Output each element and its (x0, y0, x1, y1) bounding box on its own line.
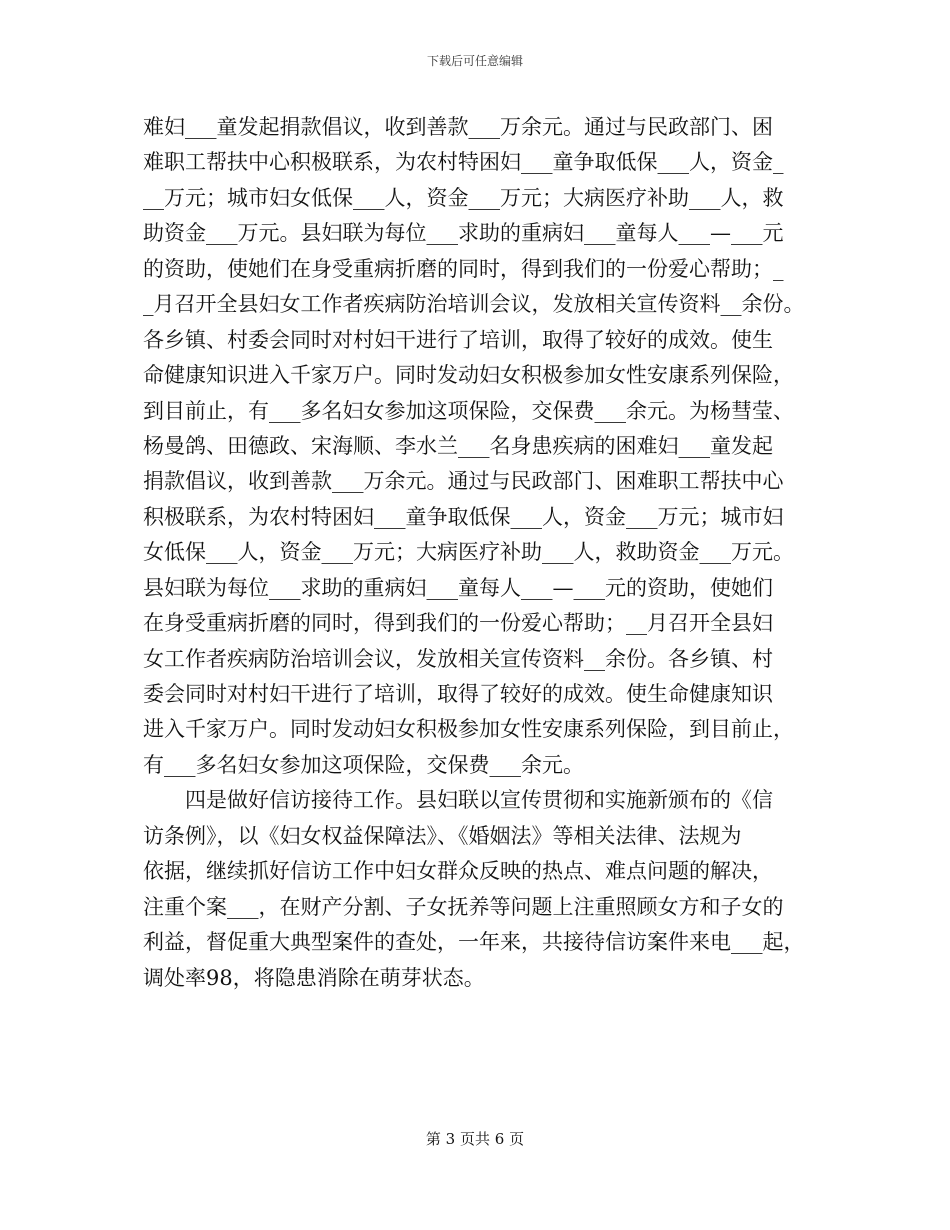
text-line: 利益，督促重大典型案件的查处，一年来，共接待信访案件来电___起， (143, 930, 805, 955)
text-line: 访条例》，以《妇女权益保障法》、《婚姻法》等相关法律、法规为 (143, 823, 742, 848)
page-footer: 第 3 页共 6 页 (425, 1130, 525, 1148)
text-line: 委会同时对村妇干进行了培训，取得了较好的成效。使生命健康知识 (143, 682, 773, 706)
document-body (143, 110, 823, 996)
text-line: 女低保___人，资金___万元；大病医疗补助___人，救助资金___万元。 (143, 540, 794, 565)
text-line: 县妇联为每位___求助的重病妇___童每人___—___元的资助，使她们 (143, 575, 773, 600)
text-line: 女工作者疾病防治培训会议，发放相关宣传资料__余份。各乡镇、村 (143, 646, 773, 671)
text-line: 难职工帮扶中心积极联系，为农村特困妇___童争取低保___人，资金_ (143, 150, 784, 175)
text-line: 难妇___童发起捐款倡议，收到善款___万余元。通过与民政部门、困 (143, 115, 773, 139)
text-line: 杨曼鸽、田德政、宋海顺、李水兰___名身患疾病的困难妇___童发起 (143, 433, 773, 458)
text-line: 在身受重病折磨的同时，得到我们的一份爱心帮助；__月召开全县妇 (143, 611, 773, 636)
paragraph-start-line: 四是做好信访接待工作。县妇联以宣传贯彻和实施新颁布的《信 (185, 788, 773, 813)
text-line: __万元；城市妇女低保___人，资金___万元；大病医疗补助___人，救 (143, 185, 784, 210)
text-line: 命健康知识进入千家万户。同时发动妇女积极参加女性安康系列保险， (143, 363, 794, 388)
text-line: 进入千家万户。同时发动妇女积极参加女性安康系列保险，到目前止， (143, 717, 794, 742)
text-line: 捐款倡议，收到善款___万余元。通过与民政部门、困难职工帮扶中心 (143, 469, 784, 494)
text-line: 到目前止，有___多名妇女参加这项保险，交保费___余元。为杨彗莹、 (143, 398, 794, 423)
text-line: 注重个案___，在财产分割、子女抚养等问题上注重照顾女方和子女的 (143, 894, 784, 919)
text-line: 助资金___万元。县妇联为每位___求助的重病妇___童每人___—___元 (143, 221, 784, 246)
text-line: _月召开全县妇女工作者疾病防治培训会议，发放相关宣传资料__余份。 (143, 292, 805, 317)
text-line: 各乡镇、村委会同时对村妇干进行了培训，取得了较好的成效。使生 (143, 327, 773, 352)
text-line: 调处率98，将隐患消除在萌芽状态。 (143, 965, 485, 990)
text-line: 依据，继续抓好信访工作中妇女群众反映的热点、难点问题的解决， (143, 859, 773, 884)
text-line: 的资助，使她们在身受重病折磨的同时，得到我们的一份爱心帮助；_ (143, 256, 784, 281)
text-line: 有___多名妇女参加这项保险，交保费___余元。 (143, 752, 584, 777)
page-header: 下载后可任意编辑 (426, 54, 523, 68)
text-line: 积极联系，为农村特困妇___童争取低保___人，资金___万元；城市妇 (143, 504, 784, 529)
